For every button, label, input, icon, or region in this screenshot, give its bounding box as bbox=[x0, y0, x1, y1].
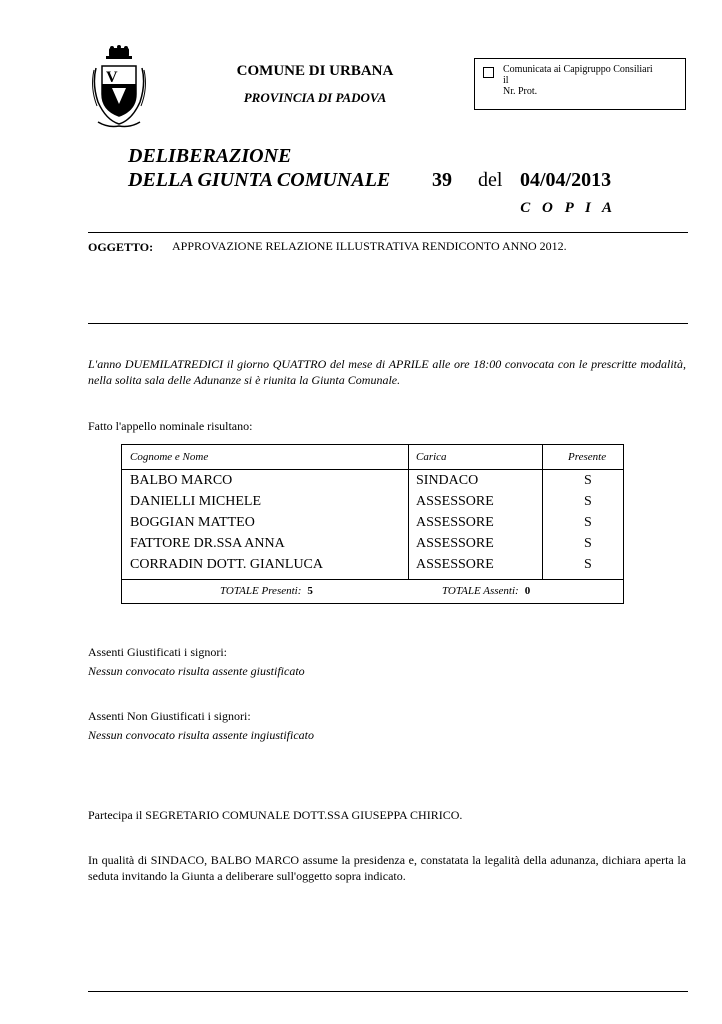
title-line-2: DELLA GIUNTA COMUNALE bbox=[128, 169, 391, 191]
attendance-table bbox=[121, 444, 624, 604]
assenti-giustificati-label: Assenti Giustificati i signori: bbox=[88, 645, 227, 659]
member-name: FATTORE DR.SSA ANNA bbox=[130, 536, 285, 551]
deliberation-number: 39 bbox=[432, 169, 452, 191]
title-line-1: DELIBERAZIONE bbox=[128, 145, 292, 167]
divider-oggetto bbox=[88, 323, 688, 324]
table-row bbox=[122, 494, 623, 515]
provincia-name: PROVINCIA DI PADOVA bbox=[243, 90, 387, 105]
oggetto-label: OGGETTO: bbox=[88, 240, 154, 254]
member-role: ASSESSORE bbox=[416, 557, 494, 572]
member-name: CORRADIN DOTT. GIANLUCA bbox=[130, 557, 324, 572]
municipal-crest-logo bbox=[88, 44, 150, 130]
member-name: BALBO MARCO bbox=[130, 473, 233, 488]
totale-presenti: TOTALE Presenti: 5 bbox=[220, 585, 313, 597]
member-present: S bbox=[584, 557, 592, 572]
comune-name: COMUNE DI URBANA bbox=[236, 63, 394, 79]
member-present: S bbox=[584, 515, 592, 530]
table-row bbox=[122, 473, 623, 494]
oggetto-text: APPROVAZIONE RELAZIONE ILLUSTRATIVA RENDICONTO ANNO 2012. bbox=[172, 239, 567, 253]
copia-mark: C O P I A bbox=[520, 200, 616, 216]
header-nome: Cognome e Nome bbox=[130, 451, 209, 463]
table-header bbox=[122, 445, 623, 470]
assenti-giustificati-text: Nessun convocato risulta assente giustificato bbox=[88, 664, 305, 678]
member-role: ASSESSORE bbox=[416, 515, 494, 530]
header-presente: Presente bbox=[568, 451, 607, 463]
del-word: del bbox=[478, 169, 503, 191]
header-carica: Carica bbox=[416, 451, 447, 463]
intro-paragraph: L'anno DUEMILATREDICI il giorno QUATTRO del mese di APRILE alle ore 18:00 convocata con le prescritte modalità, nella solita sala delle Adunanze si è riunita la Giunta Comunale. bbox=[88, 357, 686, 387]
table-row bbox=[122, 536, 623, 557]
totale-assenti: TOTALE Assenti: 0 bbox=[442, 585, 531, 597]
member-present: S bbox=[584, 494, 592, 509]
member-role: ASSESSORE bbox=[416, 494, 494, 509]
notice-text: Comunicata ai Capigruppo Consiliari il Nr. Prot. bbox=[503, 64, 653, 97]
member-name: BOGGIAN MATTEO bbox=[130, 515, 255, 530]
table-row bbox=[122, 515, 623, 536]
segretario-text: Partecipa il SEGRETARIO COMUNALE DOTT.SSA GIUSEPPA CHIRICO. bbox=[88, 808, 463, 822]
notice-checkbox[interactable] bbox=[483, 67, 494, 78]
table-row bbox=[122, 557, 623, 578]
presidenza-paragraph: In qualità di SINDACO, BALBO MARCO assume la presidenza e, constatata la legalità della adunanza, dichiara aperta la seduta invitando la Giunta a deliberare sull'oggetto sopra indicato. bbox=[88, 853, 686, 883]
deliberation-date: 04/04/2013 bbox=[520, 169, 612, 191]
appello-text: Fatto l'appello nominale risultano: bbox=[88, 419, 253, 433]
member-role: ASSESSORE bbox=[416, 536, 494, 551]
capigruppo-notice-box bbox=[474, 58, 686, 110]
member-role: SINDACO bbox=[416, 473, 479, 488]
totals-divider bbox=[122, 579, 623, 580]
divider-bottom bbox=[88, 991, 688, 992]
member-present: S bbox=[584, 473, 592, 488]
assenti-non-giustificati-label: Assenti Non Giustificati i signori: bbox=[88, 709, 251, 723]
assenti-non-giustificati-text: Nessun convocato risulta assente ingiustificato bbox=[88, 728, 314, 742]
member-present: S bbox=[584, 536, 592, 551]
member-name: DANIELLI MICHELE bbox=[130, 494, 262, 509]
crest-letter: V bbox=[106, 69, 118, 86]
divider-top bbox=[88, 232, 688, 233]
